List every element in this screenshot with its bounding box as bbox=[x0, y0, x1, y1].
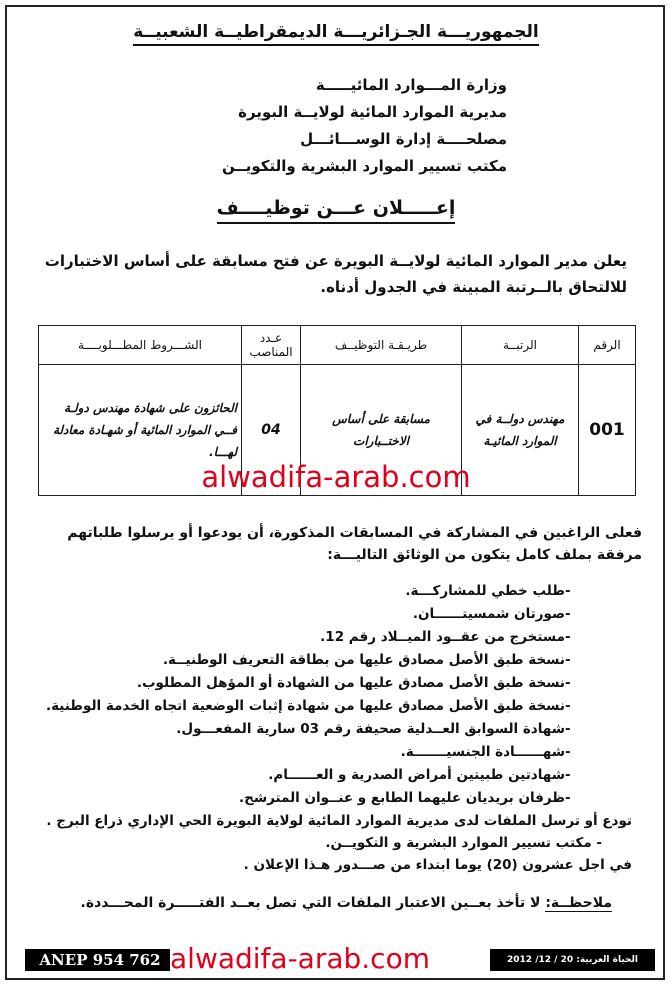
watermark-bottom[interactable]: alwadifa-arab.com bbox=[170, 942, 490, 975]
list-item: - طلب خطي للمشاركـــة. bbox=[46, 580, 587, 603]
header-positions: عـدد المناصب bbox=[242, 326, 301, 365]
intro-paragraph: يعلن مدير الموارد المائية لولايــة البويرة عن فتح مسابقة على أساس الاختبارات للالتحاق بالــرتبة المبينة في الجدول أدناه. bbox=[44, 252, 627, 296]
deposit-deadline-line: في اجل عشرون (20) يوما ابتداء من صـــدور هـذا الإعلان . bbox=[243, 857, 632, 873]
republic-header bbox=[0, 22, 672, 42]
republic-title: الجمهوريـــة الجـزائريـــة الديمقراطيــة الشعبيــة bbox=[133, 22, 538, 46]
directorate-line: مديرية الموارد المائية لولايــة البويرة bbox=[238, 103, 507, 121]
ministry-line: وزارة المـــوارد المائيـــــة bbox=[315, 76, 507, 94]
service-line: مصلحــــة إدارة الوســـائـــل bbox=[300, 130, 507, 148]
cell-positions: 04 bbox=[242, 365, 301, 496]
header-conditions: الشـــروط المطـــلوبــــة bbox=[39, 326, 242, 365]
applicants-paragraph: فعلى الراغبين في المشاركة في المسابقات المذكورة، أن يودعوا أو يرسلوا طلباتهم مرفقة بملف كامل يتكون من الوثائق التاليـــة: bbox=[67, 525, 642, 563]
watermark-top[interactable]: alwadifa-arab.com bbox=[201, 460, 471, 494]
note bbox=[81, 895, 612, 911]
header-rank: الرتبــة bbox=[462, 326, 579, 365]
note-text: لا تأخذ بعــين الاعتبار الملفات التي تصل بعــد الفتـــــرة المحـــددة. bbox=[80, 895, 546, 911]
note-label: ملاحظــة: bbox=[545, 895, 612, 911]
list-item: - نسخة طبق الأصل مصادق عليها من الشهادة أو المؤهل المطلوب. bbox=[46, 672, 587, 695]
list-item: - شهــــــادة الجنسيـــــــة. bbox=[46, 741, 587, 764]
list-item: - ظرفان بريديان عليهما الطابع و عنــوان المترشح. bbox=[46, 787, 587, 810]
documents-list bbox=[46, 580, 587, 810]
office-line: مكتب تسيير الموارد البشرية والتكويــن bbox=[221, 157, 507, 175]
cell-method: مسابقة على أساس الاختــبارات bbox=[301, 365, 462, 496]
deposit-block bbox=[32, 810, 632, 876]
list-item: - صورتان شمسيتــــــان. bbox=[46, 603, 587, 626]
announcement-heading bbox=[0, 197, 672, 219]
table-header-row bbox=[39, 326, 636, 365]
anep-badge: ANEP 954 762 bbox=[25, 949, 175, 971]
newspaper-date: الحياة العربية: 20 / 12/ 2012 bbox=[490, 949, 655, 971]
cell-conditions: الحائزون على شهادة مهندس دولـة فــي الموارد المائية أو شهـادة معادلة لهـــا. bbox=[39, 365, 242, 496]
list-item: - مستخرج من عقــود الميــلاد رقم 12. bbox=[46, 626, 587, 649]
list-item: - شهادتين طبيتين أمراض الصدرية و العــــــام. bbox=[46, 764, 587, 787]
header-number: الرقم bbox=[579, 326, 636, 365]
header-method: طريـقـة التوظيــف bbox=[301, 326, 462, 365]
cell-rank: مهندس دولــة في الموارد المائيـة bbox=[462, 365, 579, 496]
cell-number: 001 bbox=[579, 365, 636, 496]
announcement-title: إعـــــلان عـــن توظيــــف bbox=[217, 197, 456, 224]
deposit-line: تودع أو ترسل الملفات لدى مديرية الموارد المائية لولاية البويرة الحي الإداري ذراع البرج . bbox=[46, 813, 632, 829]
list-item: - نسخة طبق الأصل مصادق عليها من شهادة إثبات الوضعية اتجاه الخدمة الوطنية. bbox=[46, 695, 587, 718]
deposit-office-line: - مكتب تسيير الموارد البشرية و التكويــن. bbox=[325, 835, 602, 851]
ministry-block bbox=[222, 72, 507, 180]
list-item: - شهادة السوابق العــدلية صحيفة رقم 03 سارية المفعـــول. bbox=[46, 718, 587, 741]
list-item: - نسخة طبق الأصل مصادق عليها من بطاقة التعريف الوطنيــة. bbox=[46, 649, 587, 672]
